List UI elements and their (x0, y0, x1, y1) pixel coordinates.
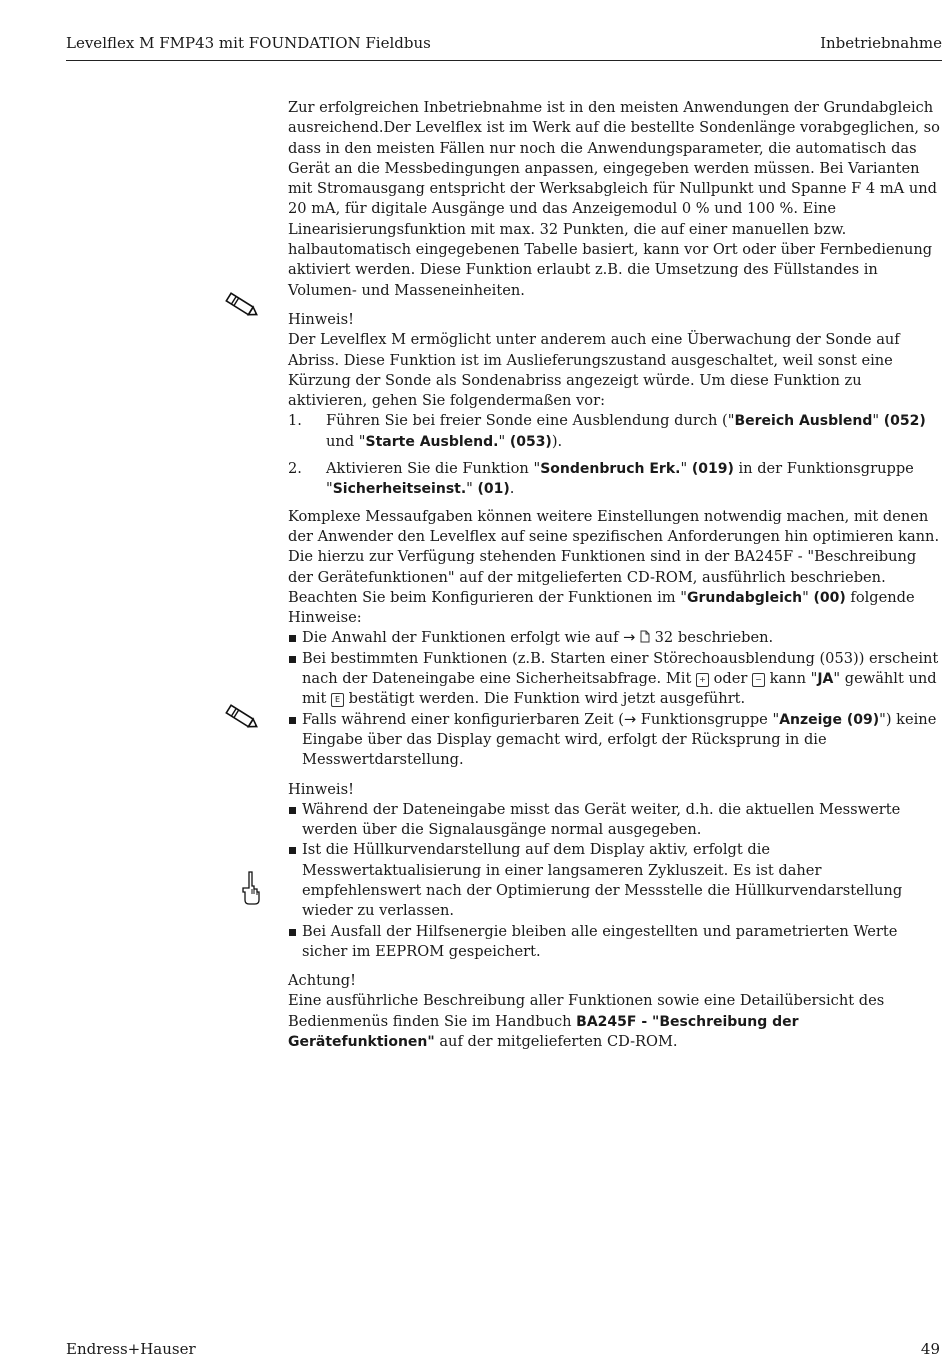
pencil-icon (222, 292, 262, 320)
page-number: 49 (920, 1340, 940, 1358)
pointing-hand-icon (240, 870, 264, 906)
caution-text: Eine ausführliche Beschreibung aller Funktionen sowie eine Detailübersicht des Bedienmenüs finden Sie im Handbuch BA245F - "Beschreibung der Gerätefunktionen" auf der mitgelieferten CD-ROM. (288, 992, 885, 1051)
enter-key-icon: E (331, 693, 344, 707)
plus-key-icon: + (696, 673, 709, 687)
list-item: Bei bestimmten Funktionen (z.B. Starten einer Störechoausblendung (053)) erscheint nach der Dateneingabe eine Sicherheitsabfrage. Mit + oder − kann "JA" gewählt und mit E bestätigt werden. Die Funktion wird jetzt ausgeführt. (288, 649, 940, 710)
list-item: 2. Aktivieren Sie die Funktion "Sondenbruch Erk." (019) in der Funktionsgruppe "Sicherheitseinst." (01). (288, 460, 914, 498)
note1-steps (288, 411, 940, 499)
minus-key-icon: − (752, 673, 765, 687)
note2-list (288, 800, 940, 962)
beachten-paragraph: Beachten Sie beim Konfigurieren der Funktionen im "Grundabgleich" (00) folgende Hinweise: (288, 588, 915, 627)
header-document-title: Levelflex M FMP43 mit FOUNDATION Fieldbus (66, 34, 431, 52)
note2-title: Hinweis! (288, 780, 354, 798)
arrow-right-icon: → (623, 629, 636, 647)
list-item: Die Anwahl der Funktionen erfolgt wie auf → 32 beschrieben. (288, 628, 940, 648)
footer-company: Endress+Hauser (66, 1340, 196, 1358)
page-icon (640, 630, 650, 643)
complex-paragraph: Komplexe Messaufgaben können weitere Einstellungen notwendig machen, mit denen der Anwender den Levelflex auf seine spezifischen Anforderungen hin optimieren kann. Die hierzu zur Verfügung stehenden Funktionen sind in der BA245F - "Beschreibung der Gerätefunktionen" auf der mitgelieferten CD-ROM, ausführlich beschrieben. (288, 507, 940, 586)
list-item: Während der Dateneingabe misst das Gerät weiter, d.h. die aktuellen Messwerte werden über die Signalausgänge normal ausgegeben. (288, 800, 940, 841)
main-content (288, 98, 940, 1052)
list-item: Bei Ausfall der Hilfsenergie bleiben alle eingestellten und parametrierten Werte sicher im EEPROM gespeichert. (288, 922, 940, 963)
arrow-right-icon: → (623, 710, 637, 728)
list-item: Ist die Hüllkurvendarstellung auf dem Display aktiv, erfolgt die Messwertaktualisierung in einer langsameren Zykluszeit. Es ist daher empfehlenswert nach der Optimierung der Messstelle die Hüllkurvendarstellung wieder zu verlassen. (288, 840, 940, 921)
note1-text: Der Levelflex M ermöglicht unter anderem auch eine Überwachung der Sonde auf Abriss. Diese Funktion ist im Auslieferungszustand ausgeschaltet, weil sonst eine Kürzung der Sonde als Sondenabriss angezeigt würde. Um diese Funktion zu aktivieren, gehen Sie folgendermaßen vor: (288, 331, 900, 410)
list-item: 1. Führen Sie bei freier Sonde eine Ausblendung durch ("Bereich Ausblend" (052) und "Starte Ausblend." (053)). (288, 412, 926, 450)
caution-title: Achtung! (288, 972, 356, 990)
config-hints-list (288, 628, 940, 770)
list-item: Falls während einer konfigurierbaren Zeit (→ Funktionsgruppe "Anzeige (09)") keine Eingabe über das Display gemacht wird, erfolgt der Rücksprung in die Messwertdarstellung. (288, 710, 940, 771)
page-header (66, 32, 942, 61)
intro-paragraph: Zur erfolgreichen Inbetriebnahme ist in den meisten Anwendungen der Grundabgleich ausreichend.Der Levelflex ist im Werk auf die bestellte Sondenlänge vorabgeglichen, so dass in den meisten Fällen nur noch die Anwendungsparameter, die automatisch das Gerät an die Messbedingungen anpassen, eingegeben werden müssen. Bei Varianten mit Stromausgang entspricht der Werksabgleich für Nullpunkt und Spanne F 4 mA und 20 mA, für digitale Ausgänge und das Anzeigemodul 0 % und 100 %. Eine Linearisierungsfunktion mit max. 32 Punkten, die auf einer manuellen bzw. halbautomatisch eingegebenen Tabelle basiert, kann vor Ort oder über Fernbedienung aktiviert werden. Diese Funktion erlaubt z.B. die Umsetzung des Füllstandes in Volumen- und Masseneinheiten. (288, 99, 940, 299)
pencil-icon (222, 704, 262, 732)
header-section-title: Inbetriebnahme (820, 34, 942, 52)
note1-title: Hinweis! (288, 310, 354, 328)
